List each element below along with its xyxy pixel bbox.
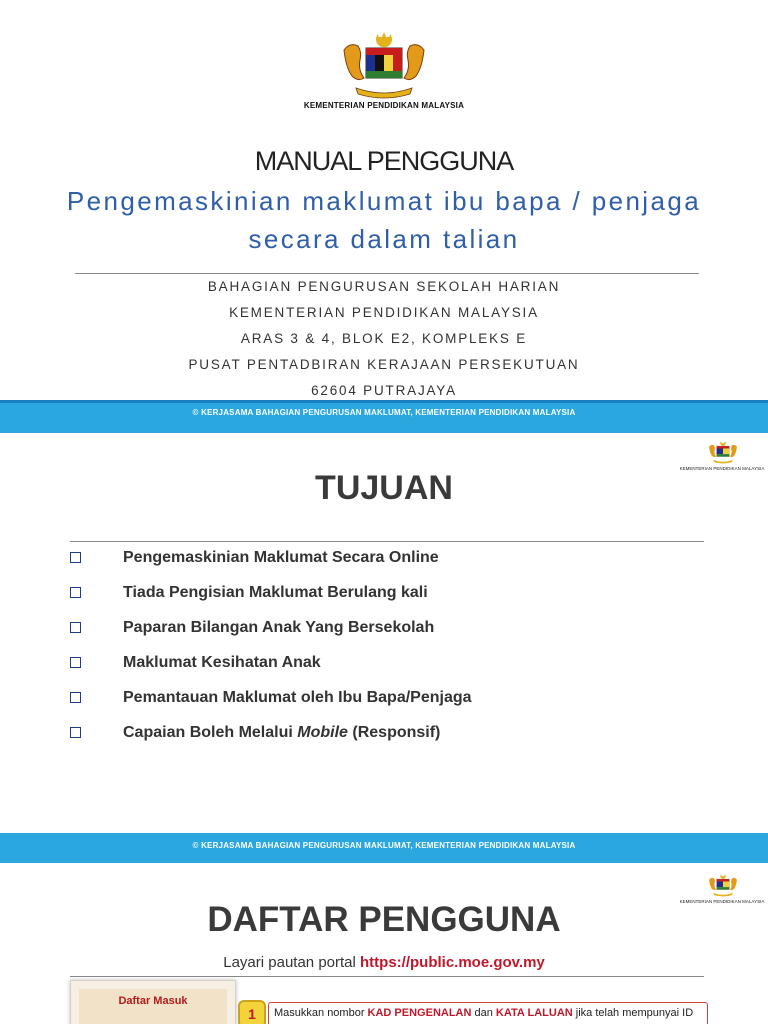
step-instruction: Masukkan nombor KAD PENGENALAN dan KATA LALUAN jika telah mempunyai ID: [268, 1002, 708, 1024]
coat-of-arms-logo: [707, 872, 739, 898]
list-item: Pengemaskinian Maklumat Secara Online: [70, 549, 472, 584]
login-label: Daftar Masuk: [118, 995, 188, 1007]
ministry-name: KEMENTERIAN PENDIDIKAN MALAYSIA: [679, 466, 765, 471]
checkbox-bullet-icon: [70, 587, 81, 598]
coat-of-arms-logo: [707, 439, 739, 465]
coat-of-arms-logo: [338, 30, 430, 100]
login-screenshot: [70, 980, 236, 1024]
slide-title: TUJUAN: [315, 469, 453, 507]
list-item: Tiada Pengisian Maklumat Berulang kali: [70, 584, 472, 619]
footer-copyright: © KERJASAMA BAHAGIAN PENGURUSAN MAKLUMAT, KEMENTERIAN PENDIDIKAN MALAYSIA: [192, 841, 576, 850]
address-line-4: PUSAT PENTADBIRAN KERAJAAN PERSEKUTUAN: [188, 357, 580, 372]
objectives-list: [70, 549, 472, 759]
cover-slide: [0, 0, 768, 433]
address-line-5: 62604 PUTRAJAYA: [311, 383, 457, 398]
list-item: Capaian Boleh Melalui Mobile (Responsif): [70, 724, 472, 759]
slide-title: DAFTAR PENGGUNA: [207, 900, 561, 939]
subtitle-line-1: Pengemaskinian maklumat ibu bapa / penjaga: [66, 186, 702, 216]
portal-instruction: Layari pautan portal https://public.moe.gov.my: [223, 954, 545, 971]
title-divider: [70, 976, 704, 977]
list-item: Paparan Bilangan Anak Yang Bersekolah: [70, 619, 472, 654]
subtitle-line-2: secara dalam talian: [248, 224, 520, 254]
address-line-1: BAHAGIAN PENGURUSAN SEKOLAH HARIAN: [207, 279, 561, 294]
title-divider: [75, 273, 699, 274]
step-number-badge: 1: [238, 1000, 266, 1024]
checkbox-bullet-icon: [70, 622, 81, 633]
ministry-name: KEMENTERIAN PENDIDIKAN MALAYSIA: [303, 101, 465, 110]
checkbox-bullet-icon: [70, 552, 81, 563]
title-divider: [70, 541, 704, 542]
daftar-slide: [0, 866, 768, 1024]
footer-copyright: © KERJASAMA BAHAGIAN PENGURUSAN MAKLUMAT, KEMENTERIAN PENDIDIKAN MALAYSIA: [192, 408, 576, 417]
tujuan-slide: [0, 433, 768, 866]
address-line-2: KEMENTERIAN PENDIDIKAN MALAYSIA: [229, 305, 539, 320]
list-item: Pemantauan Maklumat oleh Ibu Bapa/Penjaga: [70, 689, 472, 724]
checkbox-bullet-icon: [70, 657, 81, 668]
address-line-3: ARAS 3 & 4, BLOK E2, KOMPLEKS E: [240, 331, 528, 346]
manual-title: MANUAL PENGGUNA: [254, 146, 514, 176]
checkbox-bullet-icon: [70, 727, 81, 738]
checkbox-bullet-icon: [70, 692, 81, 703]
ministry-name: KEMENTERIAN PENDIDIKAN MALAYSIA: [679, 899, 765, 904]
portal-link[interactable]: https://public.moe.gov.my: [360, 954, 545, 971]
list-item: Maklumat Kesihatan Anak: [70, 654, 472, 689]
